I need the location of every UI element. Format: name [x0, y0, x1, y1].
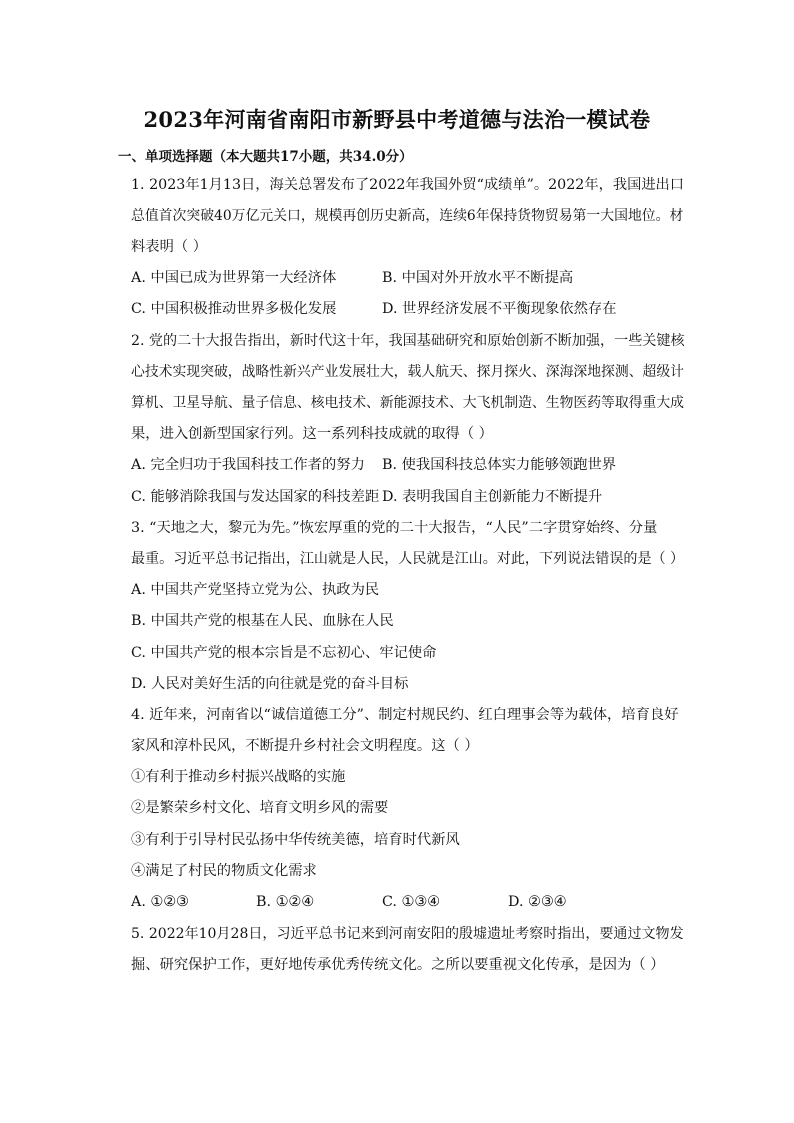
question-2-option-a[interactable]: A. 完全归功于我国科技工作者的努力	[131, 457, 365, 473]
question-2-line-2: 心技术实现突破，战略性新兴产业发展壮大，载人航天、探月探火、深海深地探测、超级计	[131, 364, 685, 380]
question-5-line-2: 掘、研究保护工作，更好地传承优秀传统文化。之所以要重视文化传承，是因为（ ）	[131, 957, 665, 973]
question-4-line-2: 家风和淳朴民风，不断提升乡村社会文明程度。这（ ）	[131, 738, 479, 754]
question-3-option-d[interactable]: D. 人民对美好生活的向往就是党的奋斗目标	[131, 676, 409, 692]
question-1-line-2: 总值首次突破40万亿元关口，规模再创历史新高，连续6年保持货物贸易第一大国地位。材	[131, 208, 684, 224]
question-1-option-d[interactable]: D. 世界经济发展不平衡现象依然存在	[382, 301, 617, 317]
question-4-option-c[interactable]: C. ①③④	[382, 894, 440, 910]
question-2-line-3: 算机、卫星导航、量子信息、核电技术、新能源技术、大飞机制造、生物医药等取得重大成	[131, 395, 685, 411]
exam-title: 2023年河南省南阳市新野县中考道德与法治一模试卷	[143, 107, 651, 132]
question-3-option-b[interactable]: B. 中国共产党的根基在人民、血脉在人民	[131, 613, 394, 629]
question-1-option-a[interactable]: A. 中国已成为世界第一大经济体	[131, 270, 337, 286]
section-heading: 一、单项选择题（本大题共17小题，共34.0分）	[118, 149, 413, 165]
question-4-statement-1: ①有利于推动乡村振兴战略的实施	[131, 769, 346, 785]
question-4-statement-4: ④满足了村民的物质文化需求	[131, 863, 317, 879]
question-2-option-c[interactable]: C. 能够消除我国与发达国家的科技差距	[131, 489, 380, 505]
question-4-line-1: 4. 近年来，河南省以“诚信道德工分”、制定村规民约、红白理事会等为载体，培育良好	[131, 707, 679, 723]
question-3-line-2: 最重。习近平总书记指出，江山就是人民，人民就是江山。对此，下列说法错误的是（ ）	[131, 551, 685, 567]
question-3-option-c[interactable]: C. 中国共产党的根本宗旨是不忘初心、牢记使命	[131, 645, 437, 661]
question-1-line-3: 料表明（ ）	[131, 239, 208, 255]
question-1-line-1: 1. 2023年1月13日，海关总署发布了2022年我国外贸“成绩单”。2022年，我国进出口	[131, 177, 685, 193]
question-1-option-c[interactable]: C. 中国积极推动世界多极化发展	[131, 301, 337, 317]
question-5-line-1: 5. 2022年10月28日，习近平总书记来到河南安阳的殷墟遗址考察时指出，要通过文物发	[131, 926, 684, 942]
question-1-option-b[interactable]: B. 中国对外开放水平不断提高	[382, 270, 574, 286]
question-4-statement-2: ②是繁荣乡村文化、培育文明乡风的需要	[131, 800, 389, 816]
question-3-line-1: 3. “天地之大，黎元为先。”恢宏厚重的党的二十大报告，“人民”二字贯穿始终、分量	[131, 520, 658, 536]
question-2-option-b[interactable]: B. 使我国科技总体实力能够领跑世界	[382, 457, 617, 473]
question-4-statement-3: ③有利于引导村民弘扬中华传统美德，培育时代新风	[131, 832, 460, 848]
question-3-option-a[interactable]: A. 中国共产党坚持立党为公、执政为民	[131, 582, 380, 598]
question-2-line-4: 果，进入创新型国家行列。这一系列科技成就的取得（ ）	[131, 426, 493, 442]
question-2-line-1: 2. 党的二十大报告指出，新时代这十年，我国基础研究和原始创新不断加强，一些关键核	[131, 333, 685, 349]
question-2-option-d[interactable]: D. 表明我国自主创新能力不断提升	[382, 489, 603, 505]
question-4-option-a[interactable]: A. ①②③	[131, 894, 189, 910]
question-4-option-b[interactable]: B. ①②④	[256, 894, 315, 910]
question-4-option-d[interactable]: D. ②③④	[508, 894, 567, 910]
